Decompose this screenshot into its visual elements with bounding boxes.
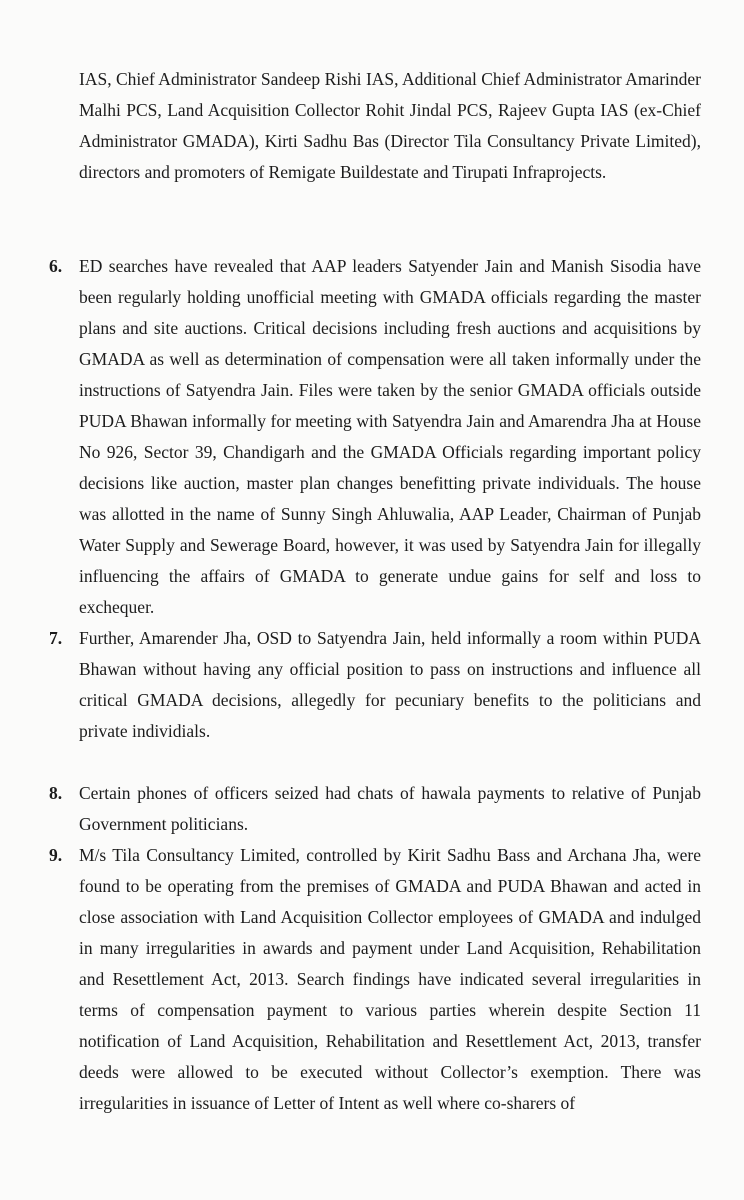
item-paragraph: M/s Tila Consultancy Limited, controlled by Kirit Sadhu Bass and Archana Jha, were found to be operating from the premises of GMADA and PUDA Bhawan and acted in close association with Land Acquisition Collector employees of GMADA and indulged in many irregularities in awards and payment under Land Acquisition, Rehabilitation and Resettlement Act, 2013. Search findings have indicated several irregularities in terms of compensation payment to various parties wherein despite Section 11 notification of Land Acquisition, Rehabilitation and Resettlement Act, 2013, transfer deeds were allowed to be executed without Collector’s exemption. There was irregularities in issuance of Letter of Intent as well where co-sharers of bbox=[79, 845, 701, 1113]
item-paragraph: Certain phones of officers seized had chats of hawala payments to relative of Punjab Government politicians. bbox=[79, 783, 701, 834]
item-number: 9. bbox=[49, 845, 63, 865]
item-number: 8. bbox=[49, 783, 63, 803]
intro-paragraph: IAS, Chief Administrator Sandeep Rishi IAS, Additional Chief Administrator Amarinder Malhi PCS, Land Acquisition Collector Rohit Jindal PCS, Rajeev Gupta IAS (ex-Chief Administrator GMADA), Kirti Sadhu Bas (Director Tila Consultancy Private Limited), directors and promoters of Remigate Buildestate and Tirupati Infraprojects. bbox=[79, 69, 701, 182]
item-number: 7. bbox=[49, 628, 63, 648]
item-number: 6. bbox=[49, 256, 63, 276]
item-paragraph: Further, Amarender Jha, OSD to Satyendra Jain, held informally a room within PUDA Bhawan without having any official position to pass on instructions and influence all critical GMADA decisions, allegedly for pecuniary benefits to the politicians and private individials. bbox=[79, 628, 701, 741]
item-paragraph: ED searches have revealed that AAP leaders Satyender Jain and Manish Sisodia have been regularly holding unofficial meeting with GMADA officials regarding the master plans and site auctions. Critical decisions including fresh auctions and acquisitions by GMADA as well as determination of compensation were all taken informally under the instructions of Satyendra Jain. Files were taken by the senior GMADA officials outside PUDA Bhawan informally for meeting with Satyendra Jain and Amarendra Jha at House No 926, Sector 39, Chandigarh and the GMADA Officials regarding important policy decisions like auction, master plan changes benefitting private individuals. The house was allotted in the name of Sunny Singh Ahluwalia, AAP Leader, Chairman of Punjab Water Supply and Sewerage Board, however, it was used by Satyendra Jain for illegally influencing the affairs of GMADA to generate undue gains for self and loss to exchequer. bbox=[79, 256, 701, 617]
